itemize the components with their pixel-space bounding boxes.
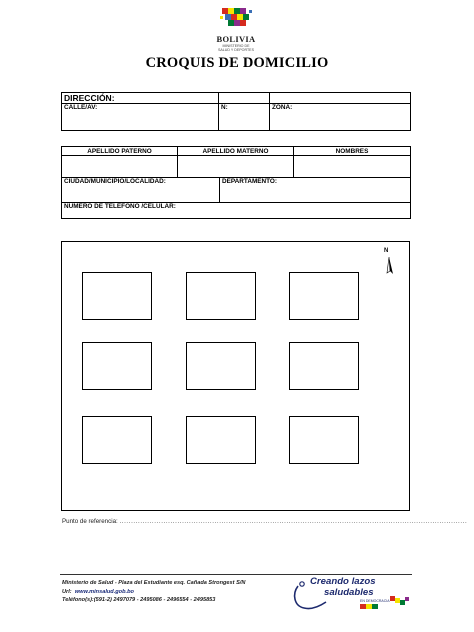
footer-url-line [62,588,245,597]
zona-label: ZONA: [272,104,293,111]
calle-label: CALLE/AV: [64,104,98,111]
telefono-label: NÚMERO DE TELEFONO /CELULAR: [64,203,176,210]
logo-subtitle-2: SALUD Y DEPORTES [218,48,254,53]
reference-label: Punto de referencia: [62,518,118,525]
address-table [61,92,411,131]
bolivia-emblem-icon [216,6,256,28]
north-arrow-icon [380,248,400,278]
numero-field[interactable] [219,104,270,131]
direccion-label: DIRECCIÓN: [62,93,219,104]
nombres-field[interactable] [294,156,411,178]
footer-address: Ministerio de Salud - Plaza del Estudiante esq. Cañada Strongest S/N [62,580,246,586]
campaign-line-3: EN DEMOCRACIA [360,599,390,603]
city-block [289,416,359,464]
city-block [82,272,152,320]
person-table [61,146,411,219]
north-label: N [384,248,389,254]
departamento-field[interactable] [220,178,411,203]
footer-url[interactable]: www.minsalud.gob.bo [74,588,134,595]
reference-dots: ...................................................................................................................................................... [119,518,468,525]
north-arrow [380,248,400,278]
city-block [289,272,359,320]
city-block [186,272,256,320]
city-block [186,416,256,464]
footer-url-label: Url: [62,588,72,595]
city-block [82,416,152,464]
city-block [186,342,256,390]
campaign-line-2: saludables [324,587,374,598]
apellido-paterno-field[interactable] [62,156,178,178]
city-block [289,342,359,390]
sketch-area[interactable] [61,241,410,511]
apellido-paterno-header: APELLIDO PATERNO [62,147,178,156]
calle-field[interactable] [62,104,219,131]
ciudad-label: CIUDAD/MUNICIPIO/LOCALIDAD: [64,178,166,185]
logo-subtitle-1: MINISTERIO DE [222,44,250,48]
zona-field[interactable] [270,104,411,131]
footer-contact [62,579,245,605]
logo-word: BOLIVIA [216,34,256,44]
numero-label: N: [221,104,228,111]
page-title: CROQUIS DE DOMICILIO [145,55,329,71]
ministry-logo [210,6,262,56]
direccion-blank-cell[interactable] [219,93,270,104]
reference-field[interactable] [62,518,467,525]
campaign-line-1: Creando lazos [310,576,376,587]
departamento-label: DEPARTAMENTO: [222,178,278,185]
footer-phones: Teléfono(s):(591-2) 2497079 - 2495086 - 2496554 - 2495853 [62,597,216,604]
campaign-logo [290,572,418,618]
telefono-field[interactable] [62,203,411,219]
apellido-materno-header: APELLIDO MATERNO [178,147,294,156]
city-block [82,342,152,390]
apellido-materno-field[interactable] [178,156,294,178]
nombres-header: NOMBRES [294,147,411,156]
ciudad-field[interactable] [62,178,220,203]
direccion-blank-cell-2[interactable] [270,93,411,104]
